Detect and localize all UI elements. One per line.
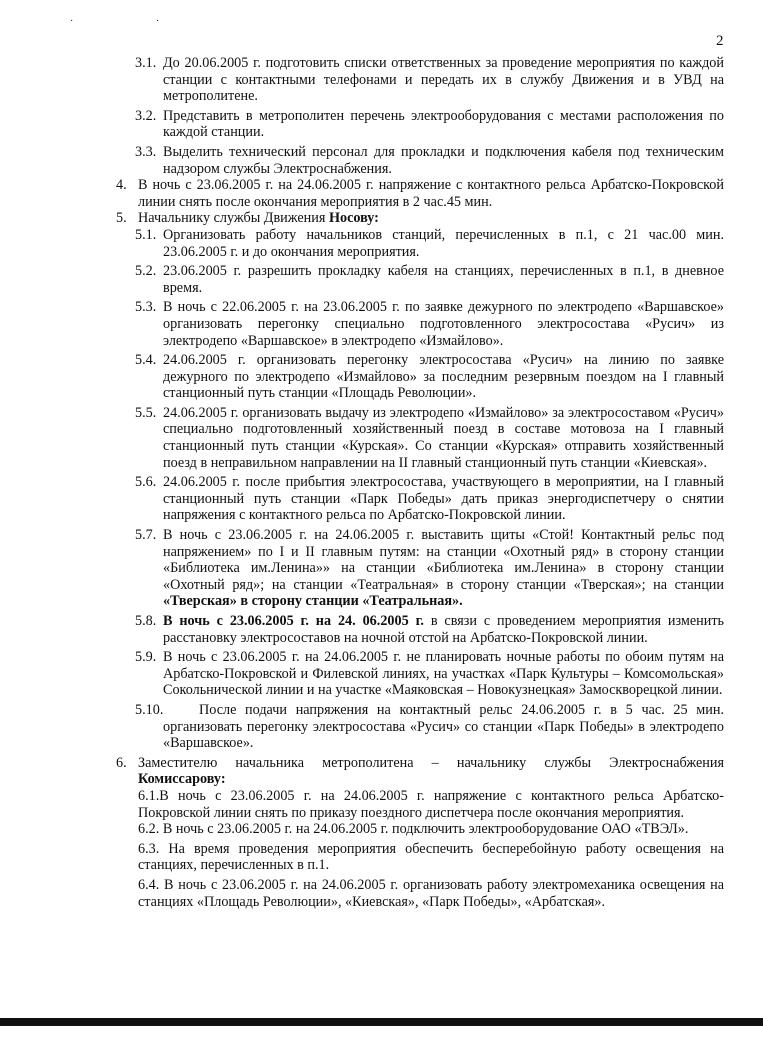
item-text: 6.2. В ночь с 23.06.2005 г. на 24.06.2005 г. подключить электрооборудование ОАО «ТВЭЛ». xyxy=(138,821,689,838)
item-number: 3.2. xyxy=(135,107,157,124)
item-5-6 xyxy=(135,474,724,524)
scan-specks: · · xyxy=(70,16,200,27)
item-4 xyxy=(116,177,724,210)
scan-edge-line xyxy=(0,1018,763,1026)
item-text: В ночь с 23.06.2005 г. на 24.06.2005 г. выставить щиты «Стой! Контактный рельс под напряжением» по I и II главным путям: на станции «Охотный ряд» в сторону станции «Библиотека им.Ленина»» на станции «Библиотека им.Ленина» в сторону станции «Охотный ряд»; на станции «Театральная» в сторону станции «Тверская»; на станции xyxy=(163,527,724,593)
item-6-1 xyxy=(138,788,724,821)
item-number: 5.1. xyxy=(135,226,157,243)
item-text: 6.4. В ночь с 23.06.2005 г. на 24.06.2005 г. организовать работу электромеханика освещения на станциях «Площадь Революции», «Киевская», «Парк Победы», «Арбатская». xyxy=(138,876,724,910)
item-text-bold: В ночь с 23.06.2005 г. на 24. 06.2005 г. xyxy=(163,613,424,629)
item-text: 6.3. На время проведения мероприятия обеспечить бесперебойную работу освещения на станциях, перечисленных в п.1. xyxy=(138,840,724,874)
item-number: 5.2. xyxy=(135,263,157,280)
item-number: 4. xyxy=(116,177,127,194)
item-number: 3.3. xyxy=(135,143,157,160)
item-text-bold: «Тверская» в сторону станции «Театральная». xyxy=(163,593,463,610)
item-text: 24.06.2005 г. организовать перегонку электросостава «Русич» на линию по заявке дежурного по электродепо «Измайлово» за последним резервным поездом на I главный станционный путь станции «Площадь Революции». xyxy=(163,352,724,402)
item-3-2 xyxy=(135,107,724,141)
item-number: 5.9. xyxy=(135,649,157,666)
item-text-bold: Носову: xyxy=(328,210,379,227)
item-number: 5.4. xyxy=(135,352,157,369)
item-5-2 xyxy=(135,263,724,296)
item-6 xyxy=(116,754,724,788)
item-5-1 xyxy=(135,226,724,260)
item-5-8 xyxy=(135,613,724,646)
item-6-3 xyxy=(138,841,724,874)
item-number: 5.8. xyxy=(135,613,157,629)
page-number: 2 xyxy=(716,33,724,49)
item-text: Представить в метрополитен перечень электрооборудования с местами расположения по каждой станции. xyxy=(163,107,724,141)
item-5-7 xyxy=(135,527,724,610)
item-text: Организовать работу начальников станций, перечисленных в п.1, с 21 час.00 мин. 23.06.2005 г. и до окончания мероприятия. xyxy=(163,226,724,260)
item-6-2 xyxy=(138,821,724,838)
item-number: 5.7. xyxy=(135,527,157,544)
item-3-1 xyxy=(135,55,724,105)
item-number: 6. xyxy=(116,754,127,771)
item-number: 3.1. xyxy=(135,55,157,71)
item-text: в связи с проведением мероприятия изменить расстановку электросоставов на ночной отстой на Арбатско-Покровской линии. xyxy=(163,613,724,646)
item-number: 5.6. xyxy=(135,474,157,491)
item-text: В ночь с 22.06.2005 г. на 23.06.2005 г. по заявке дежурного по электродепо «Варшавское» организовать перегонку специально подготовленного электросостава «Русич» из электродепо «Варшавское» в электродепо «Измайлово». xyxy=(163,299,724,349)
item-5-9 xyxy=(135,649,724,699)
item-5 xyxy=(116,210,724,227)
item-3-3 xyxy=(135,143,724,177)
item-text: После подачи напряжения на контактный рельс 24.06.2005 г. в 5 час. 25 мин. организовать перегонку электросостава «Русич» со станции «Парк Победы» в электродепо «Варшавское». xyxy=(163,701,724,752)
item-5-10 xyxy=(135,701,724,752)
item-text: В ночь с 23.06.2005 г. на 24.06.2005 г. напряжение с контактного рельса Арбатско-Покровской линии снять после окончания мероприятия в 2 час.45 мин. xyxy=(138,177,724,210)
item-6-4 xyxy=(138,877,724,910)
item-5-3 xyxy=(135,299,724,349)
item-text: До 20.06.2005 г. подготовить списки ответственных за проведение мероприятия по каждой станции с контактными телефонами и передать их в службу Движения и в УВД на метрополитене. xyxy=(163,55,724,105)
item-text: 24.06.2005 г. после прибытия электросостава, участвующего в мероприятии, на I главный станционный путь станции «Парк Победы» дать приказ энергодиспетчеру о снятии напряжения с контактного рельса по Арбатско-Покровской линии. xyxy=(163,474,724,524)
item-text: 23.06.2005 г. разрешить прокладку кабеля на станциях, перечисленных в п.1, в дневное время. xyxy=(163,263,724,296)
item-text: Заместителю начальника метрополитена – начальнику службы Электроснабжения xyxy=(138,754,724,771)
item-number: 5. xyxy=(116,210,127,227)
item-5-5 xyxy=(135,404,724,471)
item-text: 6.1.В ночь с 23.06.2005 г. на 24.06.2005 г. напряжение с контактного рельса Арбатско-Покровской линии снять по приказу поездного диспетчера после окончания мероприятия. xyxy=(138,787,724,821)
item-text: Начальнику службы Движения xyxy=(138,210,329,227)
item-5-4 xyxy=(135,352,724,402)
item-number: 5.10. xyxy=(135,701,164,718)
item-number: 5.3. xyxy=(135,299,157,316)
document-body xyxy=(0,55,763,910)
item-text: Выделить технический персонал для прокладки и подключения кабеля под техническим надзором службы Электроснабжения. xyxy=(163,143,724,177)
item-text: В ночь с 23.06.2005 г. на 24.06.2005 г. не планировать ночные работы по обоим путям на Арбатско-Покровской и Филевской линиях, на участках «Парк Культуры – Комсомольская» Сокольнической линии и на участке «Маяковская – Новокузнецкая» Замоскворецкой линии. xyxy=(163,649,724,699)
item-text: 24.06.2005 г. организовать выдачу из электродепо «Измайлово» за электросоставом «Русич» специально подготовленный хозяйственный поезд в составе мотовоза на I главный станционный путь станции «Курская». Со станции «Курская» отправить хозяйственный поезд в неправильном направлении на II главный станционный путь станции «Киевская». xyxy=(163,404,724,471)
item-number: 5.5. xyxy=(135,404,157,421)
item-text-bold: Комиссарову: xyxy=(138,771,226,788)
